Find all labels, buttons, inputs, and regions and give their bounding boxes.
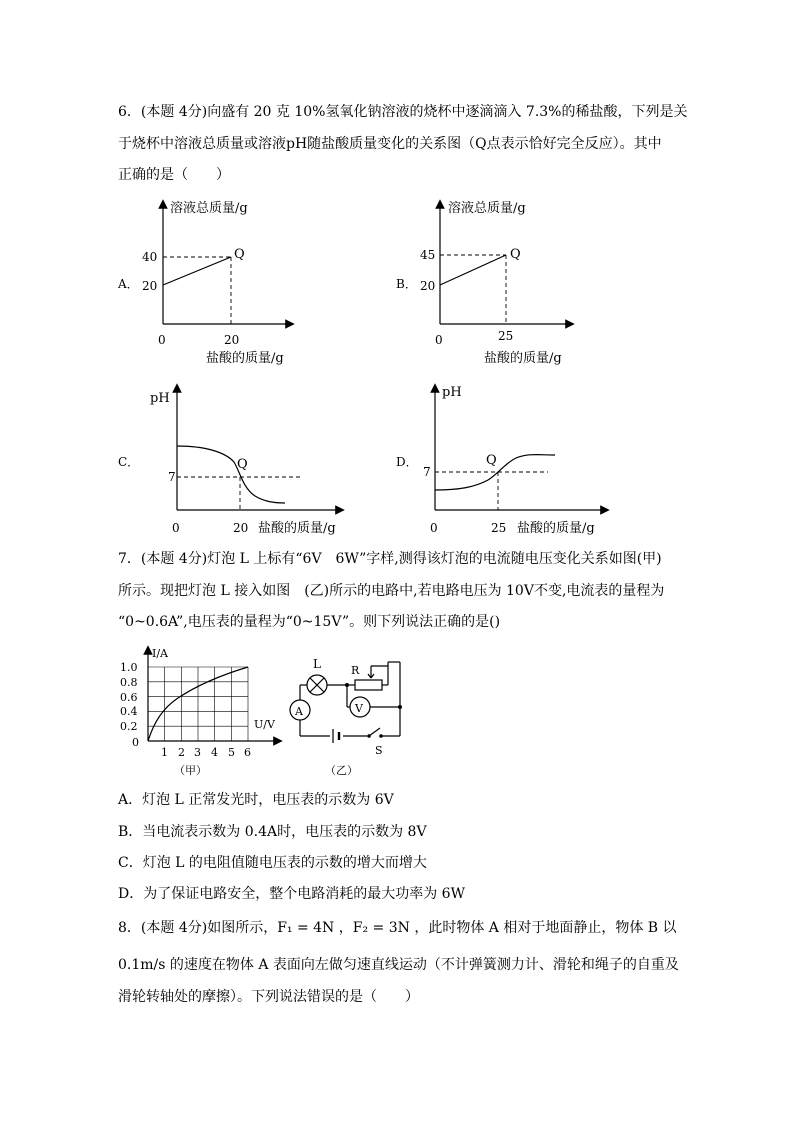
q6b-origin: 0 [435,333,443,347]
q8-line-2: 0.1m/s 的速度在物体 A 表面向左做匀速直线运动（不计弹簧测力计、滑轮和绳子的自重及 [118,957,679,973]
q7-option-b: B．当电流表示数为 0.4A时，电压表的示数为 8V [118,824,427,840]
circuit-label-A: A [295,705,303,718]
q6c-curve [177,446,285,503]
q7-ytick-0.4: 0.4 [120,705,138,718]
q6d-xlabel: 盐酸的质量/g [517,521,595,536]
q7-line-3: “0~0.6A”,电压表的量程为“0~15V”。则下列说法正确的是() [118,614,501,630]
q6b-tick-20: 20 [420,279,436,293]
q7-grid [148,667,248,741]
q6a-tick-40: 40 [142,250,158,264]
q6-chart-b [390,196,590,366]
q6a-origin: 0 [158,333,166,347]
q6c-tick-7: 7 [168,470,176,484]
q6-line-2: 于烧杯中溶液总质量或溶液pH随盐酸质量变化的关系图（Q点表示恰好完全反应）。其中 [118,136,662,152]
circuit-label-S: S [375,744,383,757]
q7-option-a: A．灯泡 L 正常发光时，电压表的示数为 6V [118,792,394,808]
q7-option-c: C．灯泡 L 的电阻值随电压表的示数的增大而增大 [118,855,427,871]
q7-ytick-0.6: 0.6 [120,691,138,704]
q7-xtick-4: 4 [211,746,218,759]
q7-ytick-1.0: 1.0 [120,661,138,674]
q6-line-1: 6．(本题 4分)向盛有 20 克 10%氢氧化钠溶液的烧杯中逐滴滴入 7.3%的稀盐酸，下列是关 [118,104,688,120]
lamp-icon [307,675,327,695]
battery-icon [333,729,339,743]
q6c-tick-x20: 20 [233,521,249,535]
q7-origin: 0 [132,736,139,749]
q7-circuit [285,652,415,777]
q6a-tick-x20: 20 [224,333,240,347]
q7-line-2: 所示。现把灯泡 L 接入如图 (乙)所示的电路中,若电路电压为 10V不变,电流表的量程为 [118,583,665,599]
q7-xtick-5: 5 [228,746,235,759]
q6a-q-label: Q [234,247,245,262]
q6b-q-label: Q [510,247,521,262]
q6b-tick-45: 45 [420,248,436,262]
switch-icon [367,728,383,738]
q6d-ylabel: pH [442,385,462,400]
q6d-tick-x25: 25 [491,521,507,535]
circuit-label-V: V [355,702,363,715]
q7-line-1: 7．(本题 4分)灯泡 L 上标有“6V 6W”字样,测得该灯泡的电流随电压变化关系如图(甲) [118,551,662,567]
q6-chart-c [110,380,350,540]
q6-chart-a [110,196,310,366]
q7-option-d: D．为了保证电路安全，整个电路消耗的最大功率为 6W [118,886,465,902]
q6d-tick-7: 7 [423,465,431,479]
q6a-tick-20: 20 [142,279,158,293]
q7-ytick-0.8: 0.8 [120,676,138,689]
q6c-xlabel: 盐酸的质量/g [258,521,336,536]
q6d-origin: 0 [430,521,438,535]
q6b-tick-x25: 25 [498,329,514,343]
q6a-ylabel: 溶液总质量/g [170,201,248,216]
q8-line-3: 滑轮转轴处的摩擦）。下列说法错误的是（ ） [118,989,419,1005]
q7-ytick-0.2: 0.2 [120,720,138,733]
q6b-xlabel: 盐酸的质量/g [484,351,562,366]
q7-xtick-6: 6 [244,746,251,759]
q7-caption-yi: （乙） [325,764,358,777]
q6b-curve [440,255,506,285]
q6b-ylabel: 溶液总质量/g [448,201,526,216]
ammeter-icon [290,700,310,720]
q7-xtick-3: 3 [194,746,201,759]
circuit-label-L: L [313,657,321,671]
q6c-q-label: Q [237,457,248,472]
q8-line-1: 8．(本题 4分)如图所示，F₁ = 4N ，F₂ = 3N ，此时物体 A 相对于地面静止，物体 B 以 [118,920,677,936]
q6a-letter: A． [118,277,139,291]
q6a-curve [163,257,231,285]
q6d-letter: D． [396,455,418,469]
circuit-wires [300,662,400,736]
q7-xtick-1: 1 [161,746,168,759]
q6-chart-d [390,380,610,540]
q7-xtick-2: 2 [178,746,185,759]
rheostat-icon [355,680,382,690]
voltmeter-icon [350,697,370,717]
q6c-letter: C． [118,455,140,469]
q6d-q-label: Q [486,453,497,468]
q7-xlabel: U/V [254,718,275,731]
q6c-origin: 0 [172,521,180,535]
q6a-xlabel: 盐酸的质量/g [206,351,284,366]
q7-iu-chart [118,640,283,780]
q6c-ylabel: pH [150,391,170,406]
circuit-label-R: R [351,664,360,677]
q7-ylabel: I/A [152,647,168,660]
q6b-letter: B． [396,277,417,291]
q6-line-3: 正确的是（ ） [118,167,230,183]
q7-caption-jia: （甲） [174,764,207,777]
